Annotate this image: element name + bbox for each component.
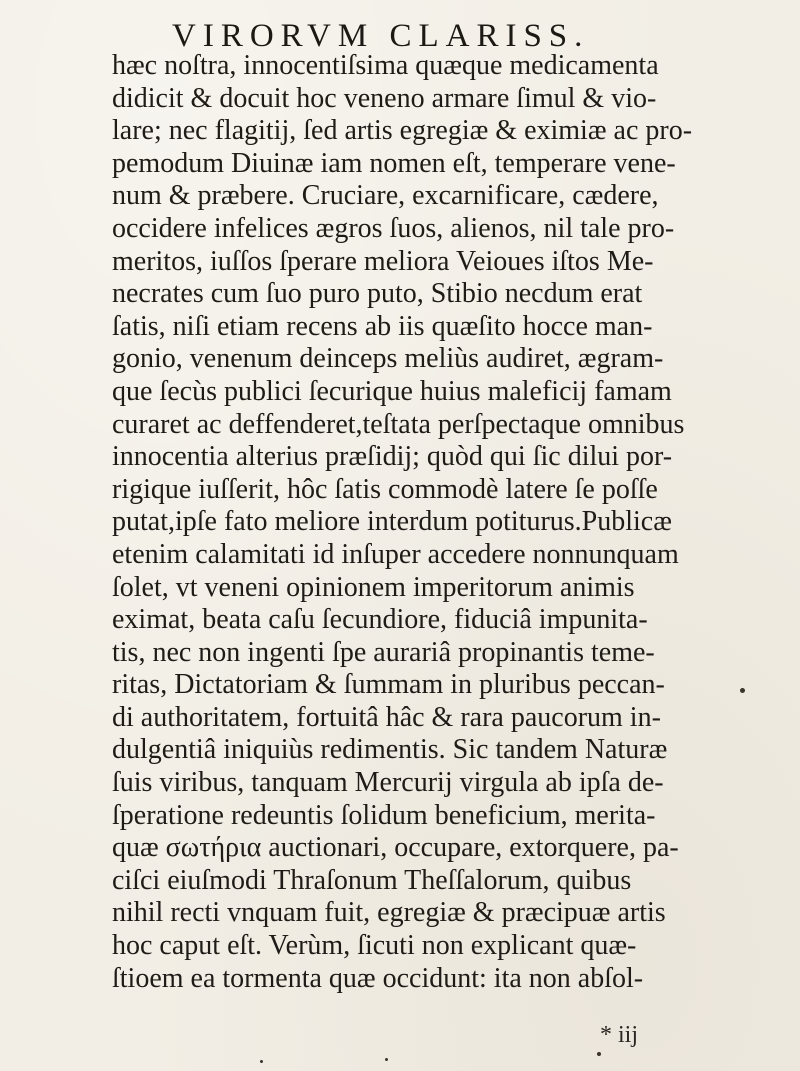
body-text	[112, 50, 792, 995]
text-line: lare; nec flagitij, ſed artis egregiæ & eximiæ ac pro-	[112, 115, 693, 147]
text-line: pemodum Diuinæ iam nomen eſt, temperare vene-	[112, 147, 676, 179]
text-line: nihil recti vnquam fuit, egregiæ & præcipuæ artis	[112, 897, 666, 929]
text-line: occidere infelices ægros ſuos, alienos, nil tale pro-	[112, 212, 675, 244]
ink-speck	[597, 1052, 601, 1056]
text-line: etenim calamitati id inſuper accedere nonnunquam	[112, 538, 679, 570]
text-line: didicit & docuit hoc veneno armare ſimul & vio-	[112, 82, 657, 114]
text-line: gonio, venenum deinceps meliùs audiret, ægram-	[112, 343, 664, 375]
text-line: que ſecùs publici ſecurique huius maleficij famam	[112, 375, 672, 407]
text-line: hoc caput eſt. Verùm, ſicuti non explicant quæ-	[112, 930, 637, 962]
text-line: ſperatione redeuntis ſolidum beneficium, merita-	[112, 799, 656, 831]
signature-mark: * iij	[600, 1022, 639, 1048]
text-line: num & præbere. Cruciare, excarnificare, cædere,	[112, 180, 659, 212]
text-line: eximat, beata caſu ſecundiore, fiduciâ impunita-	[112, 604, 648, 636]
text-line: ſtioem ea tormenta quæ occidunt: ita non abſol-	[112, 962, 644, 994]
text-line: ſolet, vt veneni opinionem imperitorum animis	[112, 571, 635, 603]
text-line: hæc noſtra, innocentiſsima quæque medicamenta	[112, 50, 659, 81]
text-line: tis, nec non ingenti ſpe aurariâ propinantis teme-	[112, 636, 655, 668]
text-line: ritas, Dictatoriam & ſummam in pluribus peccan-	[112, 669, 665, 701]
text-line: meritos, iuſſos ſperare meliora Veioues iſtos Me-	[112, 245, 654, 277]
text-line: necrates cum ſuo puro puto, Stibio necdum erat	[112, 278, 643, 310]
ink-speck	[740, 688, 745, 693]
text-line: putat,ipſe fato meliore interdum potiturus.Publicæ	[112, 506, 672, 538]
text-line: rigique iuſſerit, hôc ſatis commodè latere ſe poſſe	[112, 473, 658, 505]
ink-speck	[260, 1060, 263, 1063]
running-head: VIRORVM CLARISS.	[172, 18, 590, 54]
text-line: innocentia alterius præſidij; quòd qui ſic dilui por-	[112, 441, 673, 473]
text-line: di authoritatem, fortuitâ hâc & rara paucorum in-	[112, 701, 661, 733]
text-line: ciſci eiuſmodi Thraſonum Theſſalorum, quibus	[112, 864, 632, 896]
text-line: dulgentiâ iniquiùs redimentis. Sic tandem Naturæ	[112, 734, 668, 766]
text-line: ſatis, niſi etiam recens ab iis quæſito hocce man-	[112, 310, 653, 342]
text-line: ſuis viribus, tanquam Mercurij virgula ab ipſa de-	[112, 767, 664, 799]
ink-speck	[385, 1058, 388, 1061]
text-line: quæ σωτήρια auctionari, occupare, extorquere, pa-	[112, 832, 679, 864]
text-line: curaret ac deffenderet,teſtata perſpectaque omnibus	[112, 408, 685, 440]
